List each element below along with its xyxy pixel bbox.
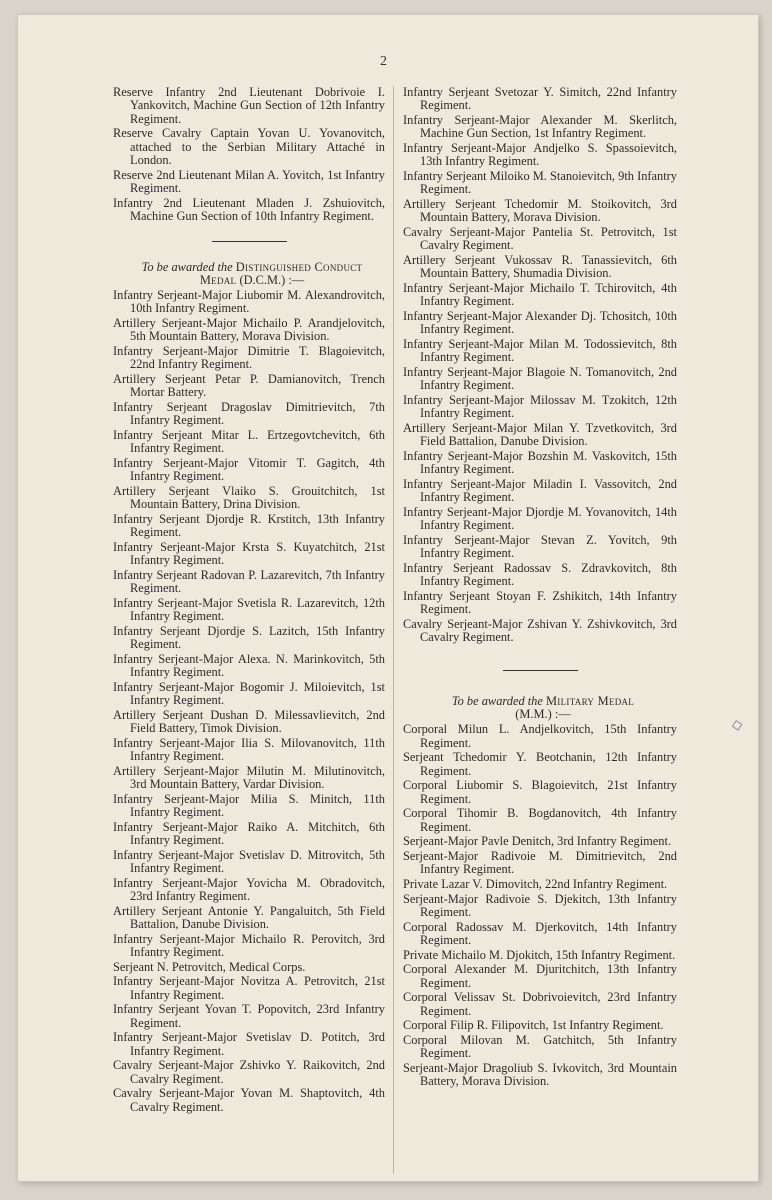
list-item: Infantry Serjeant-Major Stevan Z. Yovitch, 9th Infantry Regiment. bbox=[403, 532, 677, 561]
list-item: Infantry Serjeant-Major Blagoie N. Tomanovitch, 2nd Infantry Regiment. bbox=[403, 364, 677, 393]
list-item: Infantry Serjeant-Major Bozshin M. Vaskovitch, 15th Infantry Regiment. bbox=[403, 448, 677, 477]
section-rule bbox=[503, 670, 578, 671]
list-item: Cavalry Serjeant-Major Zshivko Y. Raikovitch, 2nd Cavalry Regiment. bbox=[113, 1058, 385, 1086]
list-item: Infantry Serjeant-Major Andjelko S. Spassoievitch, 13th Infantry Regiment. bbox=[403, 140, 677, 169]
list-item: Infantry Serjeant Djordje R. Krstitch, 13th Infantry Regiment. bbox=[113, 512, 385, 540]
list-item: Infantry Serjeant-Major Yovicha M. Obradovitch, 23rd Infantry Regiment. bbox=[113, 875, 385, 904]
list-item: Cavalry Serjeant-Major Zshivan Y. Zshivkovitch, 3rd Cavalry Regiment. bbox=[403, 616, 677, 644]
list-item: Infantry Serjeant Miloiko M. Stanoievitch, 9th Infantry Regiment. bbox=[403, 168, 677, 197]
list-item: Infantry Serjeant-Major Svetisla R. Lazarevitch, 12th Infantry Regiment. bbox=[113, 595, 385, 624]
list-item: Artillery Serjeant Vukossav R. Tanassievitch, 6th Mountain Battery, Shumadia Division. bbox=[403, 252, 677, 281]
list-item: Serjeant Tchedomir Y. Beotchanin, 12th Infantry Regiment. bbox=[403, 750, 677, 778]
mm-list bbox=[403, 723, 677, 1088]
list-item: Infantry Serjeant-Major Svetislav D. Mitrovitch, 5th Infantry Regiment. bbox=[113, 847, 385, 876]
mm-heading-abbr: (M.M.) :— bbox=[515, 707, 571, 722]
list-item: Artillery Serjeant-Major Milan Y. Tzvetkovitch, 3rd Field Battalion, Danube Division. bbox=[403, 420, 677, 449]
list-item: Serjeant-Major Radivoie M. Dimitrievitch, 2nd Infantry Regiment. bbox=[403, 848, 677, 877]
list-item: Infantry Serjeant-Major Alexander Dj. Tchositch, 10th Infantry Regiment. bbox=[403, 308, 677, 337]
list-item: Cavalry Serjeant-Major Yovan M. Shaptovitch, 4th Cavalry Regiment. bbox=[113, 1086, 385, 1114]
list-item: Infantry Serjeant-Major Milan M. Todossievitch, 8th Infantry Regiment. bbox=[403, 336, 677, 365]
list-item: Infantry Serjeant Mitar L. Ertzegovtchevitch, 6th Infantry Regiment. bbox=[113, 428, 385, 456]
dcm-heading-abbr: (D.C.M.) :— bbox=[239, 273, 305, 288]
list-item: Corporal Milovan M. Gatchitch, 5th Infantry Regiment. bbox=[403, 1032, 677, 1061]
list-item: Infantry Serjeant Svetozar Y. Simitch, 22nd Infantry Regiment. bbox=[403, 85, 677, 113]
list-item: Serjeant N. Petrovitch, Medical Corps. bbox=[113, 959, 306, 974]
dcm-heading-prefix: To be awarded the bbox=[141, 260, 233, 275]
list-item: Artillery Serjeant Dushan D. Milessavlievitch, 2nd Field Battery, Timok Division. bbox=[113, 707, 385, 736]
list-item: Infantry Serjeant Radovan P. Lazarevitch, 7th Infantry Regiment. bbox=[113, 567, 385, 596]
list-item: Corporal Velissav St. Dobrivoievitch, 23rd Infantry Regiment. bbox=[403, 990, 677, 1018]
list-item: Infantry Serjeant Stoyan F. Zshikitch, 14th Infantry Regiment. bbox=[403, 588, 677, 617]
dcm-list bbox=[113, 289, 385, 1114]
list-item: Serjeant-Major Pavle Denitch, 3rd Infantry Regiment. bbox=[403, 834, 672, 849]
list-item: Corporal Alexander M. Djuritchitch, 13th Infantry Regiment. bbox=[403, 962, 677, 990]
list-item: Corporal Radossav M. Djerkovitch, 14th Infantry Regiment. bbox=[403, 919, 677, 947]
list-item: Infantry Serjeant-Major Svetislav D. Potitch, 3rd Infantry Regiment. bbox=[113, 1030, 385, 1058]
page-number: 2 bbox=[380, 54, 387, 69]
list-item: Artillery Serjeant-Major Milutin M. Milutinovitch, 3rd Mountain Battery, Vardar Division. bbox=[113, 763, 385, 792]
list-item: Infantry Serjeant-Major Milossav M. Tzokitch, 12th Infantry Regiment. bbox=[403, 392, 677, 421]
list-item: Infantry Serjeant-Major Krsta S. Kuyatchitch, 21st Infantry Regiment. bbox=[113, 540, 385, 568]
list-item: Infantry Serjeant Dragoslav Dimitrievitch, 7th Infantry Regiment. bbox=[113, 400, 385, 428]
list-item: Artillery Serjeant Petar P. Damianovitch, Trench Mortar Battery. bbox=[113, 372, 385, 400]
list-item: Serjeant-Major Dragoliub S. Ivkovitch, 3rd Mountain Battery, Morava Division. bbox=[403, 1060, 677, 1089]
list-item: Infantry Serjeant-Major Ilia S. Milovanovitch, 11th Infantry Regiment. bbox=[113, 735, 385, 764]
list-item: Corporal Liubomir S. Blagoievitch, 21st Infantry Regiment. bbox=[403, 778, 677, 806]
list-item: Artillery Serjeant-Major Michailo P. Arandjelovitch, 5th Mountain Battery, Morava Division. bbox=[113, 316, 385, 344]
list-item: Infantry Serjeant-Major Djordje M. Yovanovitch, 14th Infantry Regiment. bbox=[403, 504, 677, 533]
list-item: Infantry Serjeant Djordje S. Lazitch, 15th Infantry Regiment. bbox=[113, 623, 385, 652]
list-item: Reserve Infantry 2nd Lieutenant Dobrivoie I. Yankovitch, Machine Gun Section of 12th Infantry Regiment. bbox=[113, 85, 385, 126]
dcm-heading-title: Distinguished Conduct Medal bbox=[199, 260, 363, 288]
list-item: Infantry Serjeant-Major Michailo T. Tchirovitch, 4th Infantry Regiment. bbox=[403, 280, 677, 309]
mm-heading-prefix: To be awarded the bbox=[451, 694, 543, 709]
list-item: Infantry Serjeant-Major Bogomir J. Miloievitch, 1st Infantry Regiment. bbox=[113, 679, 385, 708]
list-item: Serjeant-Major Radivoie S. Djekitch, 13th Infantry Regiment. bbox=[403, 891, 677, 919]
dcm-list-continued bbox=[403, 86, 677, 644]
list-item: Infantry Serjeant-Major Alexander M. Skerlitch, Machine Gun Section, 1st Infantry Regiment. bbox=[403, 112, 677, 141]
list-item: Infantry Serjeant-Major Vitomir T. Gagitch, 4th Infantry Regiment. bbox=[113, 456, 385, 484]
list-item: Infantry Serjeant-Major Novitza A. Petrovitch, 21st Infantry Regiment. bbox=[113, 974, 385, 1002]
column-divider bbox=[393, 86, 394, 1174]
list-item: Reserve Cavalry Captain Yovan U. Yovanovitch, attached to the Serbian Military Attaché in London. bbox=[113, 126, 385, 167]
mm-heading bbox=[403, 695, 677, 721]
officer-list bbox=[113, 86, 385, 223]
list-item: Private Lazar V. Dimovitch, 22nd Infantry Regiment. bbox=[403, 876, 668, 891]
list-item: Artillery Serjeant Vlaiko S. Grouitchitch, 1st Mountain Battery, Drina Division. bbox=[113, 484, 385, 512]
list-item: Corporal Milun L. Andjelkovitch, 15th Infantry Regiment. bbox=[403, 722, 677, 750]
list-item: Cavalry Serjeant-Major Pantelia St. Petrovitch, 1st Cavalry Regiment. bbox=[403, 224, 677, 253]
list-item: Infantry 2nd Lieutenant Mladen J. Zshuiovitch, Machine Gun Section of 10th Infantry Regiment. bbox=[113, 195, 385, 223]
list-item: Artillery Serjeant Antonie Y. Pangaluitch, 5th Field Battalion, Danube Division. bbox=[113, 903, 385, 932]
section-rule bbox=[212, 241, 287, 242]
mm-heading-title: Military Medal bbox=[545, 694, 635, 709]
list-item: Infantry Serjeant-Major Raiko A. Mitchitch, 6th Infantry Regiment. bbox=[113, 819, 385, 848]
right-column bbox=[403, 86, 677, 1090]
list-item: Infantry Serjeant-Major Michailo R. Perovitch, 3rd Infantry Regiment. bbox=[113, 931, 385, 960]
list-item: Infantry Serjeant-Major Dimitrie T. Blagoievitch, 22nd Infantry Regiment. bbox=[113, 344, 385, 372]
list-item: Artillery Serjeant Tchedomir M. Stoikovitch, 3rd Mountain Battery, Morava Division. bbox=[403, 196, 677, 225]
list-item: Infantry Serjeant-Major Liubomir M. Alexandrovitch, 10th Infantry Regiment. bbox=[113, 288, 385, 316]
dcm-heading bbox=[113, 261, 385, 287]
list-item: Corporal Tihomir B. Bogdanovitch, 4th Infantry Regiment. bbox=[403, 806, 677, 834]
list-item: Infantry Serjeant Radossav S. Zdravkovitch, 8th Infantry Regiment. bbox=[403, 560, 677, 589]
list-item: Private Michailo M. Djokitch, 15th Infantry Regiment. bbox=[403, 947, 676, 962]
left-column bbox=[113, 86, 385, 1115]
list-item: Reserve 2nd Lieutenant Milan A. Yovitch, 1st Infantry Regiment. bbox=[113, 167, 385, 195]
list-item: Infantry Serjeant Yovan T. Popovitch, 23rd Infantry Regiment. bbox=[113, 1002, 385, 1030]
list-item: Infantry Serjeant-Major Milia S. Minitch, 11th Infantry Regiment. bbox=[113, 791, 385, 820]
ink-mark-icon: ◇ bbox=[730, 716, 745, 734]
list-item: Corporal Filip R. Filipovitch, 1st Infantry Regiment. bbox=[403, 1018, 664, 1033]
list-item: Infantry Serjeant-Major Alexa. N. Marinkovitch, 5th Infantry Regiment. bbox=[113, 651, 385, 680]
list-item: Infantry Serjeant-Major Miladin I. Vassovitch, 2nd Infantry Regiment. bbox=[403, 476, 677, 505]
